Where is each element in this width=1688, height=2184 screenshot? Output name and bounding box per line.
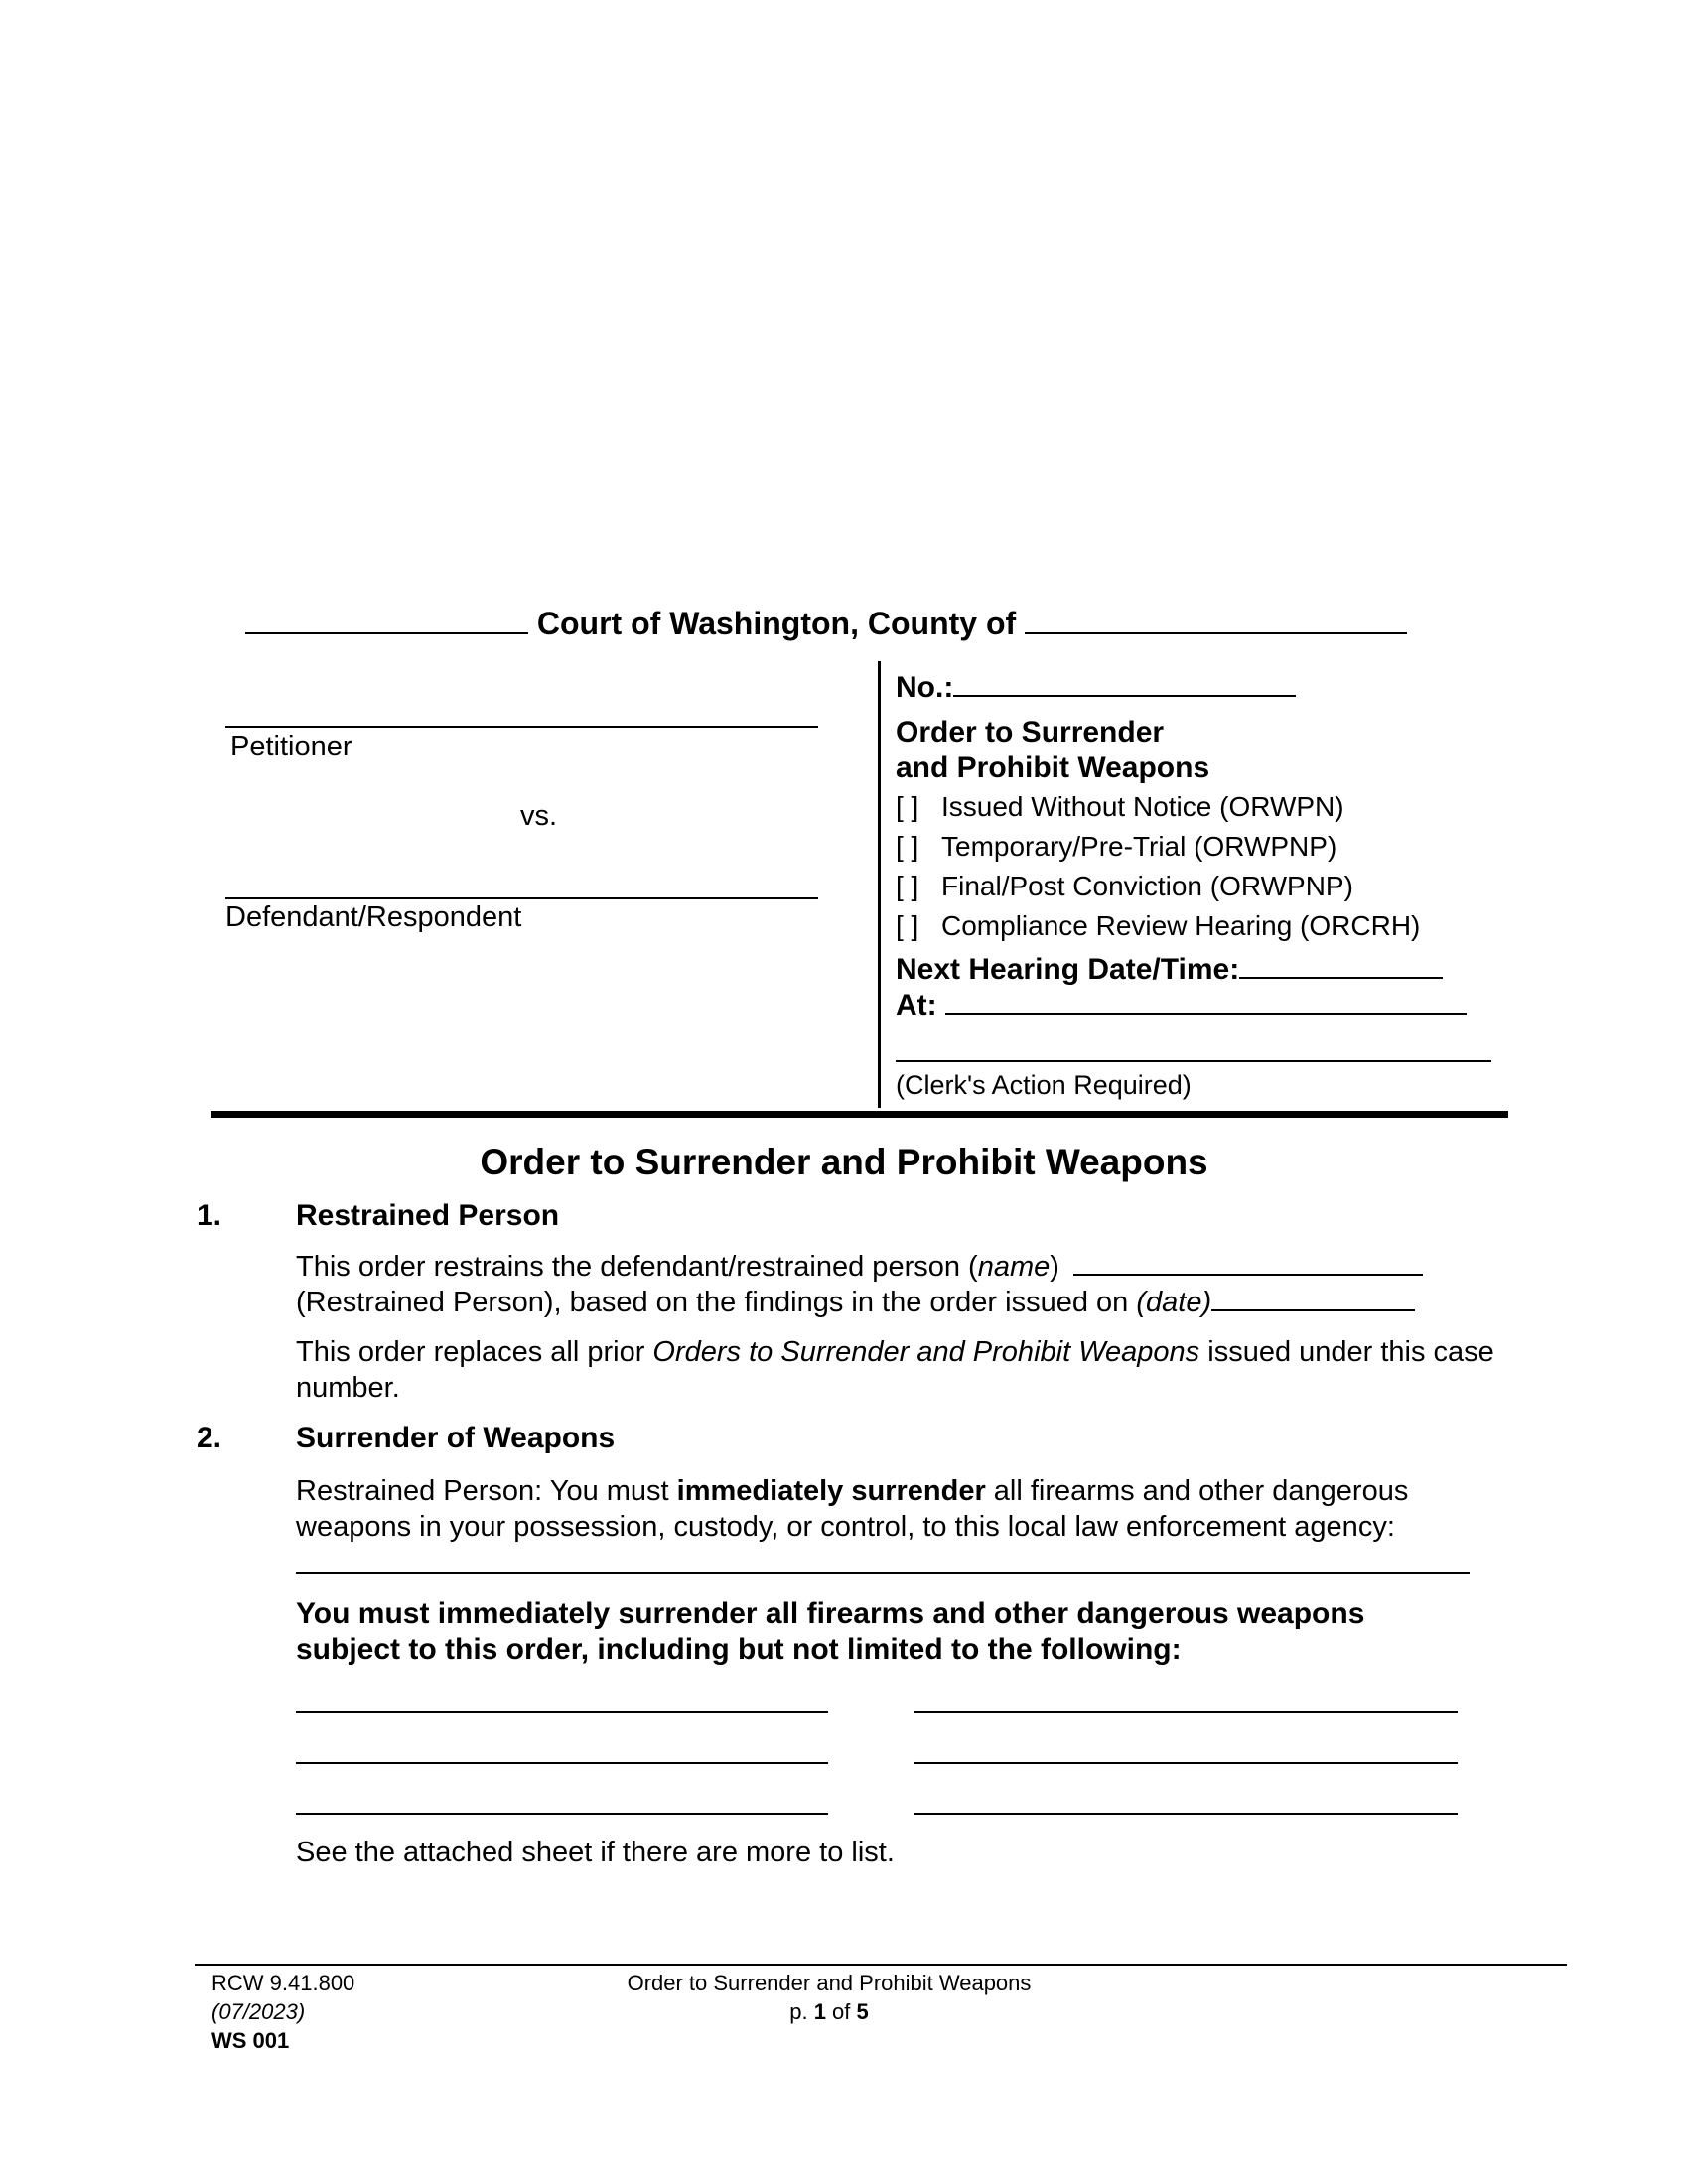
weapon-blank-3[interactable]	[296, 1762, 828, 1764]
footer-title: Order to Surrender and Prohibit Weapons	[627, 1971, 1032, 1995]
next-hearing-blank[interactable]	[1239, 977, 1443, 979]
caption-rule	[211, 1111, 1508, 1118]
weapon-blank-6[interactable]	[914, 1813, 1458, 1815]
respondent-label: Defendant/Respondent	[225, 901, 522, 933]
restrained-name-line: This order restrains the defendant/restrained person (name)	[296, 1249, 1507, 1285]
court-name-blank[interactable]	[245, 632, 528, 634]
date-italic: (date)	[1136, 1287, 1212, 1318]
form-title	[896, 715, 1209, 786]
section-1-number: 1.	[197, 1199, 222, 1232]
section-2-heading: Surrender of Weapons	[296, 1422, 616, 1454]
option-compliance-review[interactable]	[896, 910, 1420, 942]
footer-left	[211, 1969, 354, 2055]
petitioner-line[interactable]	[225, 726, 818, 728]
order-date-blank[interactable]	[1211, 1309, 1415, 1311]
form-title-line2: and Prohibit Weapons	[896, 751, 1210, 784]
option-label: Final/Post Conviction (ORWPNP)	[941, 871, 1353, 901]
petitioner-label: Petitioner	[230, 731, 352, 762]
replaces-prior-orders: This order replaces all prior Orders to Surrender and Prohibit Weapons issued under this case number.	[296, 1336, 1494, 1404]
checkbox[interactable]: [ ]	[896, 831, 919, 862]
option-issued-without-notice[interactable]	[896, 791, 1344, 823]
order-date-line: (Restrained Person), based on the findings in the order issued on (date)	[296, 1285, 1507, 1320]
section-2-number: 2.	[197, 1422, 222, 1454]
attached-sheet-note: See the attached sheet if there are more to list.	[296, 1837, 895, 1868]
option-label: Compliance Review Hearing (ORCRH)	[941, 910, 1421, 941]
case-number-blank[interactable]	[953, 695, 1296, 697]
case-number-label: No.:	[896, 671, 954, 704]
checkbox[interactable]: [ ]	[896, 791, 919, 822]
section-1-heading: Restrained Person	[296, 1199, 560, 1232]
weapon-blank-2[interactable]	[914, 1711, 1458, 1713]
case-number	[896, 671, 1296, 705]
option-temporary-pretrial[interactable]	[896, 831, 1336, 863]
footer-form-number: WS 001	[211, 2028, 290, 2053]
hearing-location	[896, 989, 1467, 1023]
footer-rule	[195, 1964, 1567, 1966]
option-label: Issued Without Notice (ORWPN)	[941, 791, 1344, 822]
weapon-blank-5[interactable]	[296, 1813, 828, 1815]
weapon-blank-1[interactable]	[296, 1711, 828, 1713]
footer-center	[571, 1969, 1087, 2026]
option-label: Temporary/Pre-Trial (ORWPNP)	[941, 831, 1337, 862]
next-hearing	[896, 953, 1443, 987]
county-name-blank[interactable]	[1025, 632, 1407, 634]
vs-label: vs.	[520, 800, 558, 832]
next-hearing-label: Next Hearing Date/Time:	[896, 953, 1240, 986]
form-title-line1: Order to Surrender	[896, 716, 1165, 749]
footer-date: (07/2023)	[211, 1999, 306, 2024]
weapon-blank-4[interactable]	[914, 1762, 1458, 1764]
restrained-name-blank[interactable]	[1073, 1274, 1423, 1276]
respondent-line[interactable]	[225, 897, 818, 899]
agency-blank[interactable]	[296, 1572, 1470, 1574]
checkbox[interactable]: [ ]	[896, 871, 919, 901]
footer-rcw: RCW 9.41.800	[211, 1971, 355, 1995]
checkbox[interactable]: [ ]	[896, 910, 919, 941]
footer-page: p. 1 of 5	[789, 1999, 869, 2024]
caption-divider	[878, 661, 881, 1108]
name-italic: name	[977, 1251, 1051, 1283]
court-of-label: Court of Washington, County of	[536, 606, 1017, 641]
clerk-action-note: (Clerk's Action Required)	[896, 1070, 1192, 1100]
surrender-instruction: Restrained Person: You must immediately surrender all firearms and other dangerous weapons in your possession, custody, or control, to this local law enforcement agency:	[296, 1475, 1409, 1543]
court-heading	[245, 606, 1437, 642]
at-label: At:	[896, 989, 937, 1022]
clerk-line[interactable]	[896, 1060, 1491, 1062]
at-blank[interactable]	[945, 1013, 1467, 1015]
option-final-post-conviction[interactable]	[896, 871, 1353, 902]
surrender-list-instruction: You must immediately surrender all firearms and other dangerous weapons subject to this order, including but not limited to the following:	[296, 1597, 1365, 1666]
document-title: Order to Surrender and Prohibit Weapons	[480, 1142, 1208, 1182]
